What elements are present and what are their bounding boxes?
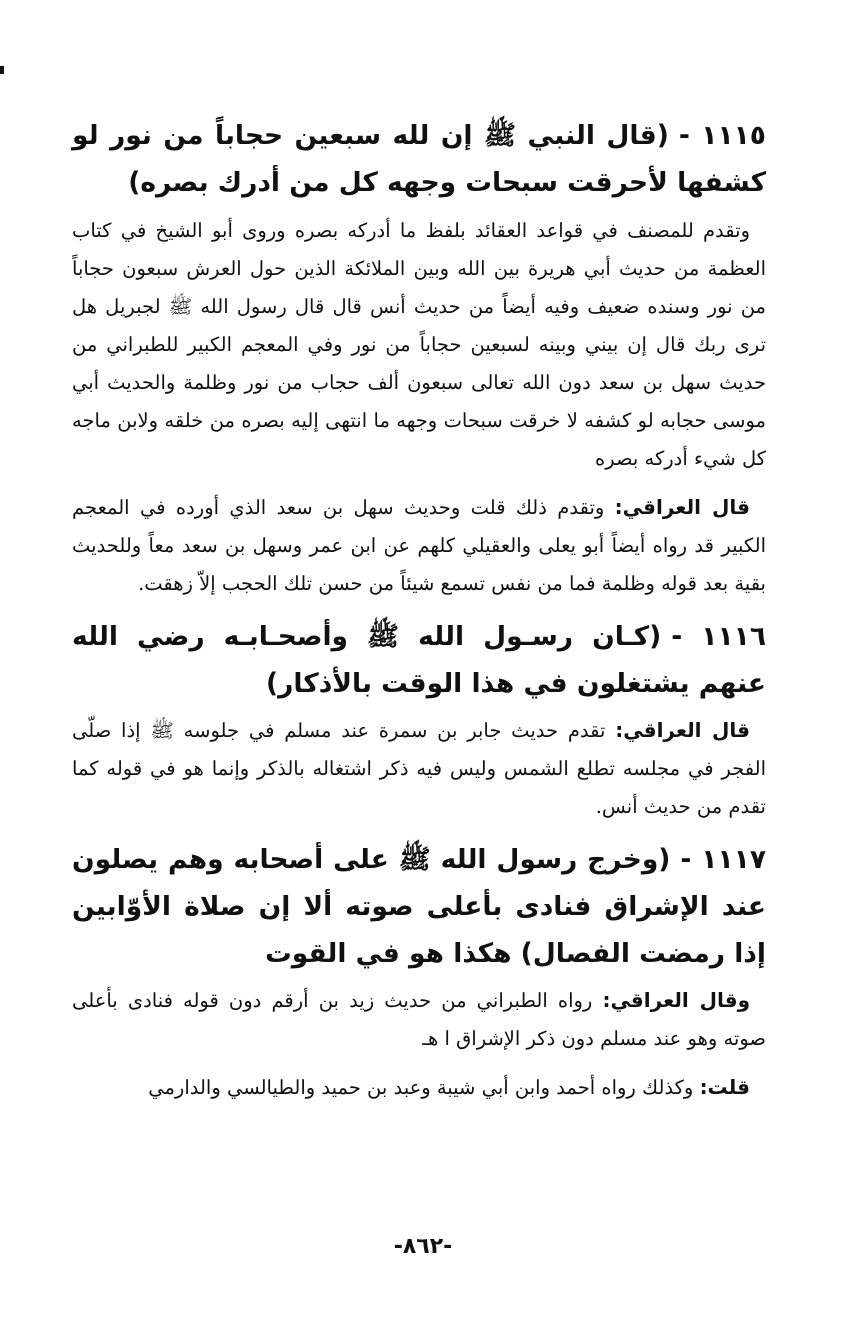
commentary-1115-intro <box>72 212 766 478</box>
commentary-text: وتقدم ذلك قلت وحديث سهل بن سعد الذي أورده في المعجم الكبير قد رواه أيضاً أبو يعلى والعقيلي كلهم عن ابن عمر وسهل بن سعد معاً وللحديث بقية بعد قوله وظلمة فما من نفس تسمع شيئاً من حسن تلك الحجب إلاّ زهقت. <box>72 496 766 595</box>
commentary-text: رواه الطبراني من حديث زيد بن أرقم دون قوله فنادى بأعلى صوته وهو عند مسلم دون ذكر الإشراق ا هـ <box>72 989 766 1050</box>
commentary-lead: قال العراقي: <box>614 495 751 519</box>
commentary-lead: وقال العراقي: <box>602 988 750 1012</box>
commentary-1116-iraqi <box>72 711 766 826</box>
hadith-text: (كـان رسـول الله ﷺ وأصحـابـه رضي الله عنهم يشتغلون في هذا الوقت بالأذكار) <box>72 621 766 699</box>
commentary-lead: قلت: <box>699 1075 750 1099</box>
commentary-lead: قال العراقي: <box>615 718 751 742</box>
hadith-number: ١١١٧ - <box>680 844 766 875</box>
commentary-text: تقدم حديث جابر بن سمرة عند مسلم في جلوسه ﷺ إذا صلّى الفجر في مجلسه تطلع الشمس وليس فيه ذكر اشتغاله بالذكر وإنما هو في قوله كما تقدم من حديث أنس. <box>72 719 766 818</box>
page-number: -٨٦٢- <box>393 1234 453 1259</box>
hadith-1117 <box>72 836 766 977</box>
hadith-text: (قال النبي ﷺ إن لله سبعين حجاباً من نور لو كشفها لأحرقت سبحات وجهه كل من أدرك بصره) <box>72 120 766 198</box>
commentary-1117-iraqi <box>72 981 766 1058</box>
hadith-text: (وخرج رسول الله ﷺ على أصحابه وهم يصلون عند الإشراق فنادى بأعلى صوته ألا إن صلاة الأوّابين إذا رمضت الفصال) هكذا هو في القوت <box>72 844 766 969</box>
commentary-1115-iraqi <box>72 488 766 603</box>
hadith-1116 <box>72 613 766 707</box>
commentary-1117-note <box>72 1068 766 1107</box>
commentary-text: وتقدم للمصنف في قواعد العقائد بلفظ ما أدركه بصره وروى أبو الشيخ في كتاب العظمة من حديث أبي هريرة بين الله وبين الملائكة الذين حول العرش سبعون حجاباً من نور وسنده ضعيف وفيه أيضاً من حديث أنس قال قال رسول الله ﷺ لجبريل هل ترى ربك قال إن بيني وبينه لسبعين حجاباً من نور وفي المعجم الكبير للطبراني من حديث سهل بن سعد دون الله تعالى سبعون ألف حجاب من نور وظلمة والحديث أبي موسى حجابه لو كشفه لا خرقت سبحات وجهه ما انتهى إليه بصره من خلقه ولابن ماجه كل شيء أدركه بصره <box>72 219 766 470</box>
hadith-1115 <box>72 112 766 206</box>
page-body <box>72 112 766 1117</box>
hadith-number: ١١١٦ - <box>671 621 766 652</box>
commentary-text: وكذلك رواه أحمد وابن أبي شيبة وعبد بن حميد والطيالسي والدارمي <box>148 1076 694 1099</box>
hadith-number: ١١١٥ - <box>678 120 766 151</box>
scan-edge-mark <box>0 66 4 74</box>
